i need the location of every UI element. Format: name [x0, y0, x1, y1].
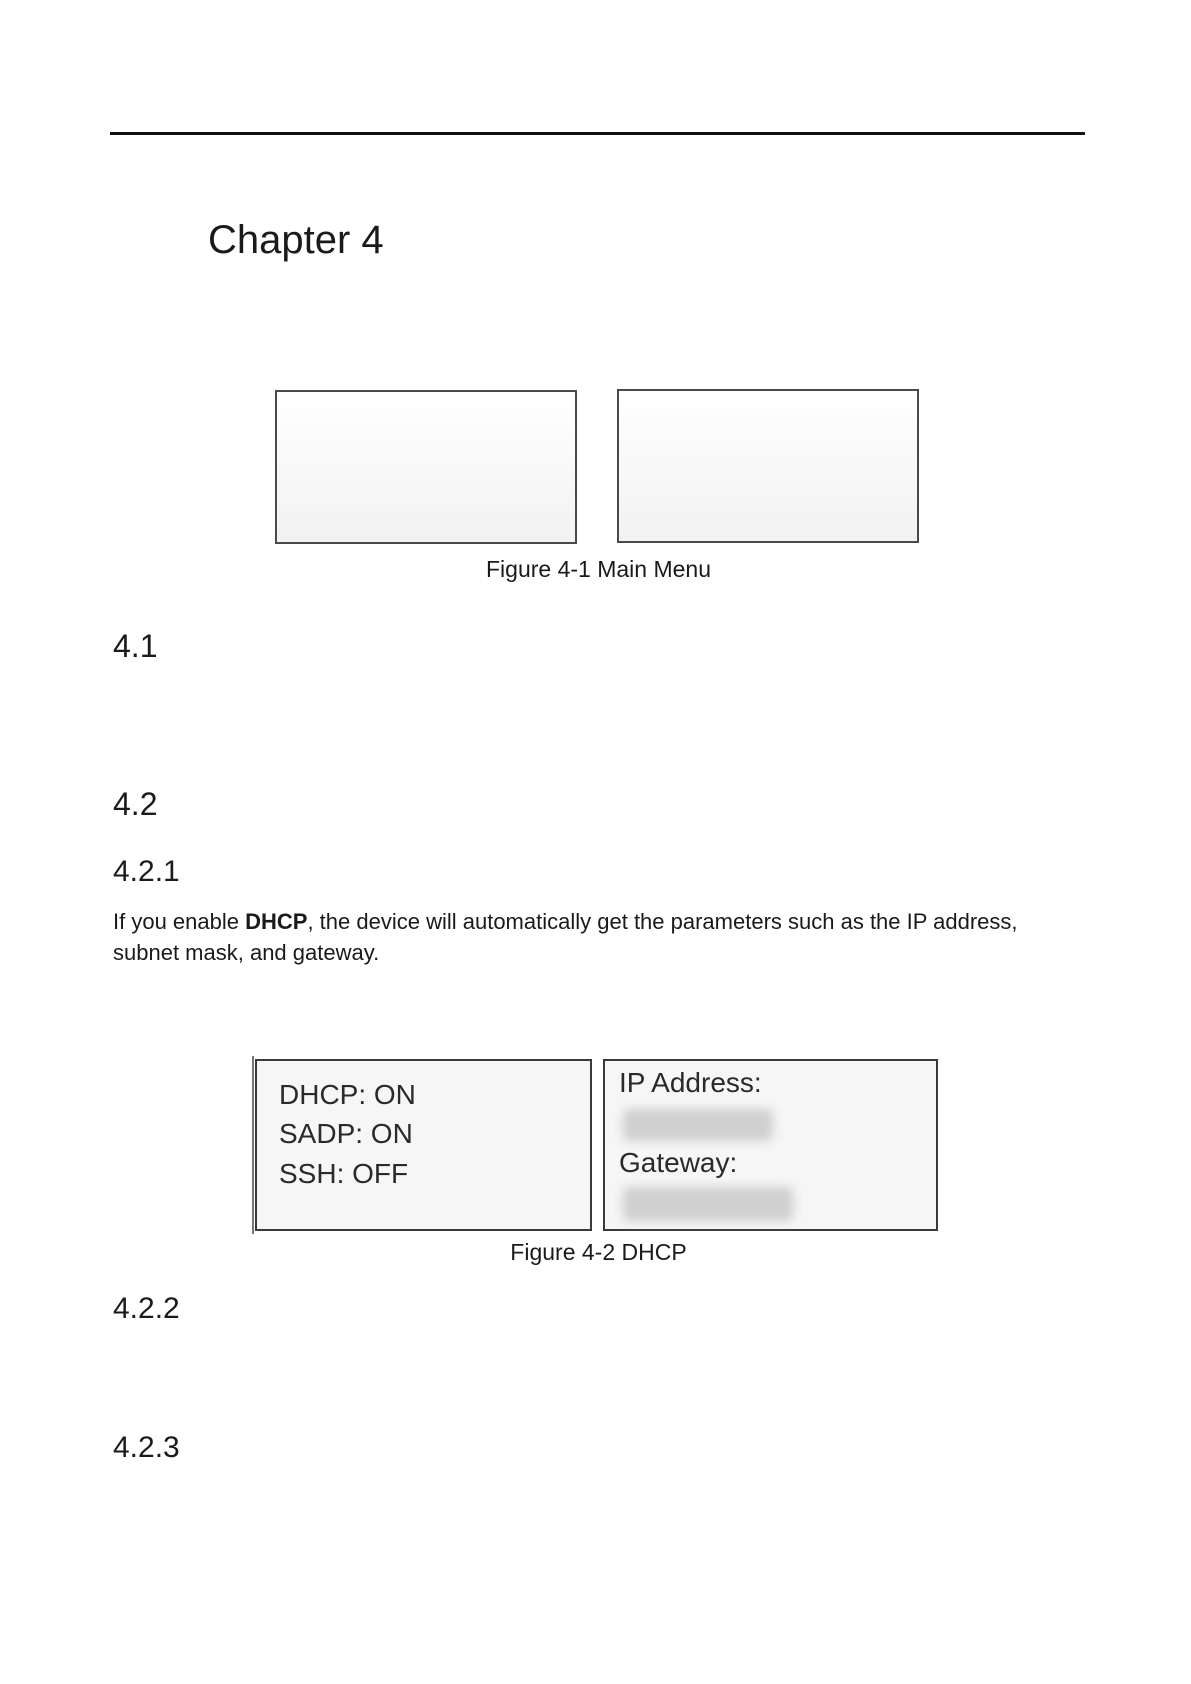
figure-4-2-caption: Figure 4-2 DHCP	[510, 1239, 687, 1265]
chapter-title: Chapter 4	[208, 218, 384, 262]
lcd-left-edge	[252, 1056, 254, 1234]
paragraph-suffix: , the device will automatically get the parameters such as the IP address, subnet mask, and gateway.	[113, 909, 1018, 965]
section-heading-4-1: 4.1	[113, 628, 158, 664]
main-menu-right-panel	[617, 389, 919, 543]
section-heading-4-2-2: 4.2.2	[113, 1292, 180, 1325]
section-heading-4-2-3: 4.2.3	[113, 1431, 180, 1464]
ssh-status-line: SSH: OFF	[279, 1158, 409, 1189]
network-info-panel	[603, 1059, 938, 1231]
figure-4-1-caption: Figure 4-1 Main Menu	[486, 556, 711, 582]
ip-address-label: IP Address:	[619, 1067, 762, 1098]
gateway-redacted-value	[623, 1187, 793, 1221]
main-menu-left-panel	[275, 390, 577, 544]
ip-address-redacted-value	[623, 1109, 773, 1141]
dhcp-paragraph	[113, 906, 1073, 968]
section-heading-4-2-1: 4.2.1	[113, 855, 180, 888]
paragraph-bold-dhcp: DHCP	[245, 909, 308, 934]
dhcp-status-panel	[255, 1059, 592, 1231]
sadp-status-line: SADP: ON	[279, 1118, 413, 1149]
section-heading-4-2: 4.2	[113, 786, 158, 822]
gateway-label: Gateway:	[619, 1147, 738, 1178]
header-rule	[110, 132, 1085, 135]
paragraph-prefix: If you enable	[113, 909, 246, 934]
dhcp-status-line: DHCP: ON	[279, 1079, 416, 1110]
